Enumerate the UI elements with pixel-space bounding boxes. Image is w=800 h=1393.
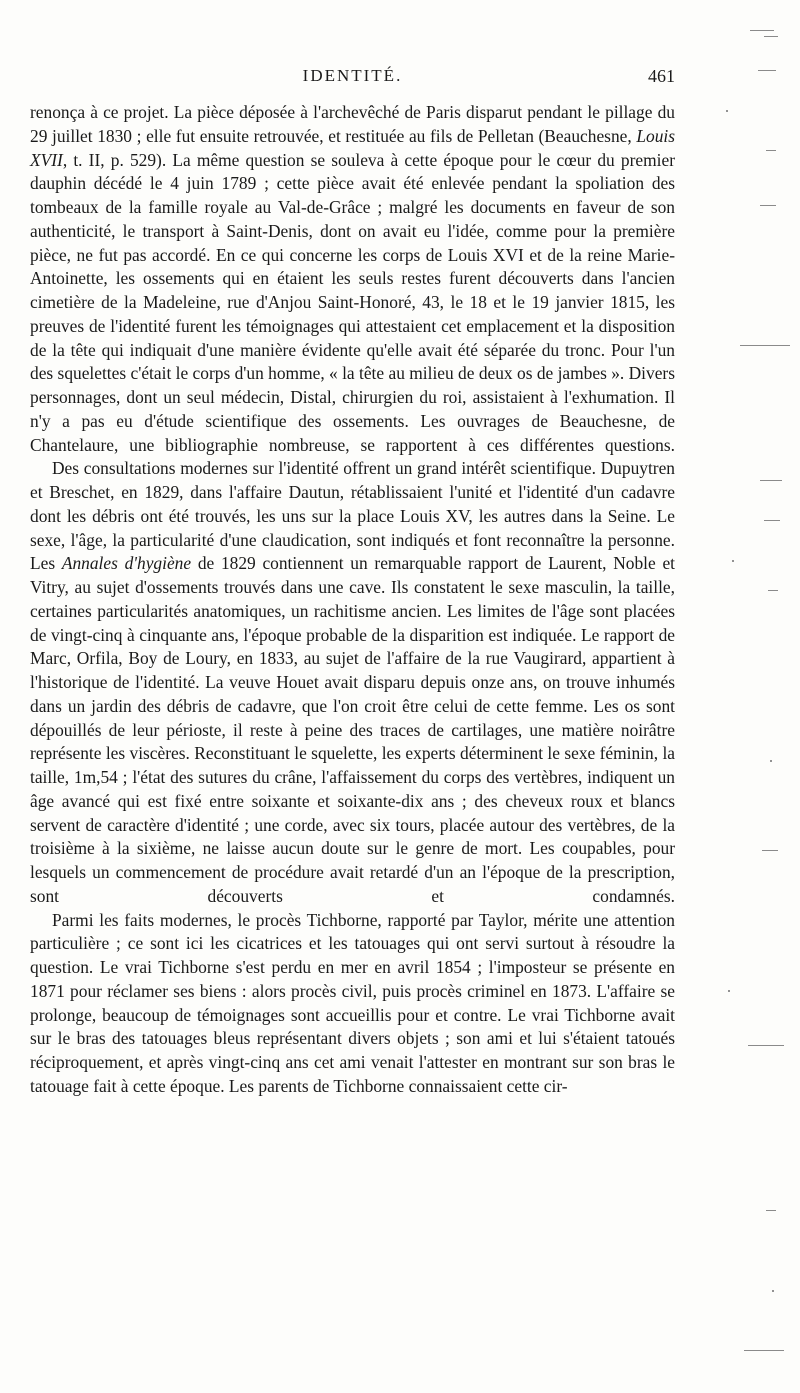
text-segment: renonça à ce projet. La pièce déposée à l'archevêché de Paris disparut pendant le pillage du 29 juillet 1830 ; elle fut ensuite retrouvée, et restituée au fils de Pelletan (Beauchesne, xyxy=(30,102,675,146)
page-number: 461 xyxy=(648,66,675,86)
paragraph-3 xyxy=(30,909,675,1099)
paragraph-1 xyxy=(30,101,675,457)
paragraph-2 xyxy=(30,457,675,908)
journal-title-annales: Annales d'hygiène xyxy=(61,553,192,574)
text-segment: de 1829 contiennent un remarquable rapport de Laurent, Noble et Vitry, au sujet d'ossements trouvés dans une cave. Ils constatent le sexe masculin, la taille, certaines particularités anatomiques, un rachitisme ancien. Les limites de l'âge sont placées de vingt-cinq à cinquante ans, l'époque probable de la disparition est indiquée. Le rapport de Marc, Orfila, Boy de Loury, en 1833, au sujet de l'affaire de la rue Vaugirard, appartient à l'historique de l'identité. La veuve Houet avait disparu depuis onze ans, on trouve inhumés dans un jardin des débris de cadavre, que l'on croit être celui de cette femme. Les os sont dépouillés de leur périoste, il reste à peine des traces de cartilages, une matière noirâtre représente les viscères. Reconstituant le squelette, les experts déterminent le sexe féminin, la taille, 1m,54 ; l'état des sutures du crâne, l'affaissement du corps des vertèbres, indiquent un âge avancé qui est fixé entre soixante et soixante-dix ans ; des cheveux roux et blancs servent de caractère d'identité ; une corde, avec six tours, placée autour des vertèbres, de la troisième à la sixième, ne laisse aucun doute sur le genre de mort. Les coupables, pour lesquels un commencement de procédure avait retardé d'un an l'époque de la prescription, sont découverts et condamnés. xyxy=(30,553,676,906)
running-head xyxy=(30,66,675,90)
text-segment: Parmi les faits modernes, le procès Tichborne, rapporté par Taylor, mérite une attention particulière ; ce sont ici les cicatrices et les tatouages qui ont servi surtout à résoudre la question. Le vrai Tichborne s'est perdu en mer en avril 1854 ; l'imposteur se présente en 1871 pour réclamer ses biens : alors procès civil, puis procès criminel en 1873. L'affaire se prolonge, beaucoup de témoignages sont accueillis pour et contre. Le vrai Tichborne avait sur le bras des tatouages bleus représentant divers objets ; son ami et lui s'étaient tatoués réciproquement, et après vingt-cinq ans cet ami venait l'attester en montrant sur son bras le tatouage fait à cette époque. Les parents de Tichborne connaissaient cette cir- xyxy=(30,909,675,1096)
body-text xyxy=(30,101,675,1099)
page-title: IDENTITÉ. xyxy=(302,66,403,85)
text-segment: Des consultations modernes sur l'identité offrent un grand intérêt scientifique. Dupuytren et Breschet, en 1829, dans l'affaire Dautun, rétablissaient l'unité et l'identité d'un cadavre dont les débris ont été trouvés, les uns sur la place Louis XV, les autres dans la Seine. Le sexe, l'âge, la particularité d'une claudication, sont indiqués et font reconnaître la personne. Les xyxy=(30,458,675,574)
text-segment: , t. II, p. 529). La même question se souleva à cette époque pour le cœur du premier dauphin décédé le 4 juin 1789 ; cette pièce avait été enlevée pendant la spoliation des tombeaux de la famille royale au Val-de-Grâce ; malgré les documents en faveur de son authenticité, le transport à Saint-Denis, dont on avait eu l'idée, comme pour la première pièce, ne fut pas accordé. En ce qui concerne les corps de Louis XVI et de la reine Marie-Antoinette, les ossements qui en étaient les seuls restes furent découverts dans l'ancien cimetière de la Madeleine, rue d'Anjou Saint-Honoré, 43, le 18 et le 19 janvier 1815, les preuves de l'identité furent les témoignages qui attestaient cet emplacement et la disposition de la tête qui indiquait d'une manière évidente qu'elle avait été séparée du tronc. Pour l'un des squelettes c'était le corps d'un homme, « la tête au milieu de deux os de jambes ». Divers personnages, dont un seul médecin, Distal, chirurgien du roi, assistaient à l'exhumation. Il n'y a pas eu d'étude scientifique des ossements. Les ouvrages de Beauchesne, de Chantelaure, une bibliographie nombreuse, se rapportent à ces différentes questions. xyxy=(30,149,675,455)
book-title-louis-xvii: Louis XVII xyxy=(30,125,675,170)
scan-margin-artifacts xyxy=(720,0,800,1393)
